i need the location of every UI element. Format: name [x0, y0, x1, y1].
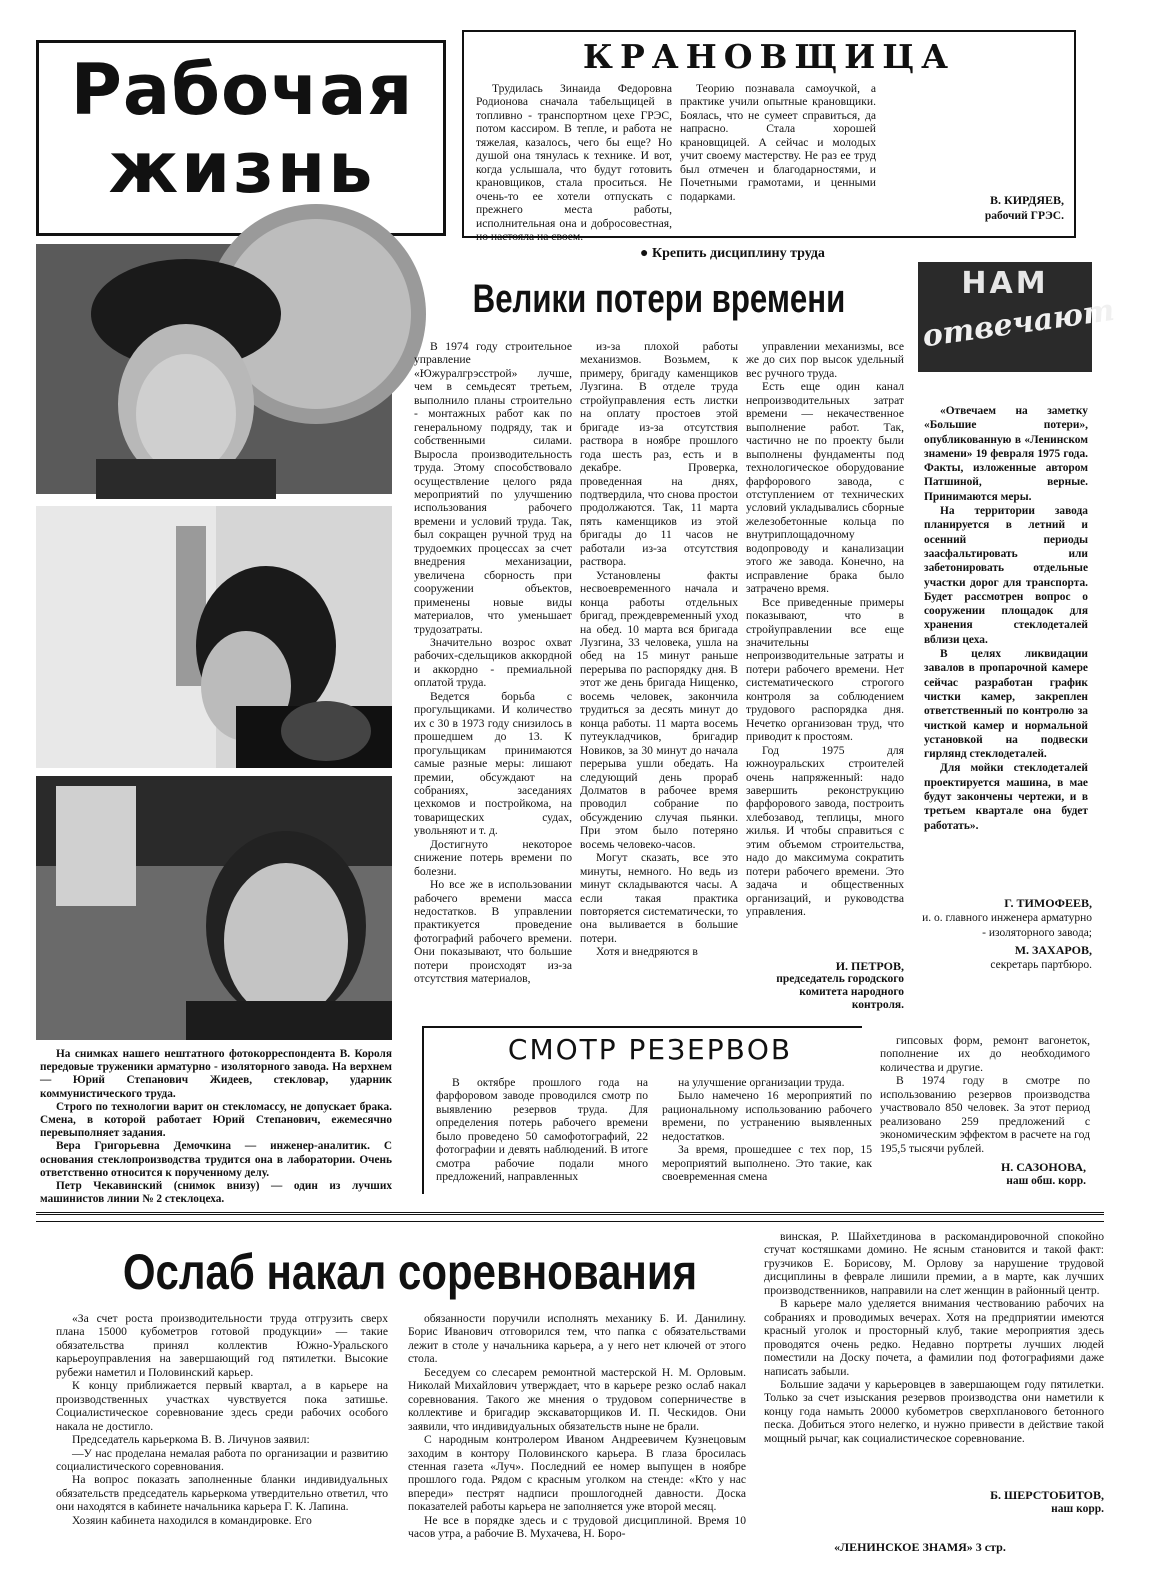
velik-paragraph: Могут сказать, все это минуты, немного. Но ведь из минут складываются часы. А если такая практика повторяется систематически, то она выливается в большие потери. [580, 851, 738, 945]
oslab-signature [764, 1488, 1104, 1516]
velik-paragraph: Установлены факты несвоевременного начала и конца работы отдельных бригад, преждевременный уход на обед. 10 марта вся бригада Лузгина, 33 человека, ушла на обед на 15 минут раньше перерыва по распорядку дня. В этот же день бригада Нищенко, восемь человек, закончила трудиться за десять минут до конца работы. 11 марта восемь путеукладчиков, бригадир Новиков, за 30 минут до начала перерыва ушли обедать. На следующий день прораб Долматов в рабочее время проводил собрание по обсуждению случая пьянки. При этом было потеряно восемь человеко-часов. [580, 568, 738, 851]
velik-paragraph: Значительно возрос охват рабочих-сдельщиков аккордной и аккордно - премиальной оплатой труда. [414, 635, 572, 690]
velik-paragraph: Достигнуто некоторое снижение потерь времени по болезни. [414, 837, 572, 878]
nam-paragraph: Для мойки стеклодеталей проектируется машина, в мае будут закончены чертежи, и в третьем квартале она будет работать». [924, 762, 1088, 832]
smotr-paragraph: гипсовых форм, ремонт вагонеток, пополнение их до необходимого количества и другие. [880, 1034, 1090, 1074]
nam-paragraph: На территории завода планируется в летний и осенний периоды заасфальтировать или забетонировать отдельные участки дорог для транспорта. Будет рассмотрен вопрос о сооружении площадок для хранения стеклодеталей вблизи цеха. [924, 505, 1088, 646]
velik-paragraph: Есть еще один канал непроизводительных затрат времени — некачественное выполнение работ. Так, частично не по проекту были выполнены фундаменты под технологическое оборудование фарфорового завода, с отступлением от технических условий укладывались сборные железобетонные кольца по внутриплощадочному водопроводу и канализации этого же завода. Конечно, на исправление брака было затрачено время. [746, 380, 904, 596]
smotr-title: СМОТР РЕЗЕРВОВ [507, 1033, 793, 1066]
nam-logo [918, 262, 1117, 372]
nam-body [924, 504, 1088, 833]
photo-middle-engineer [36, 506, 392, 768]
photo-top-worker [36, 244, 392, 494]
velik-col1 [414, 340, 572, 1016]
oslab-paragraph: обязанности поручили исполнять механику Б. И. Данилину. Борис Иванович отговорился тем, что папка с обязательствами лежит в столе у начальника карьера, а у него нет ключей от этого стола. [408, 1312, 746, 1366]
kranov-signature-name: В. КИРДЯЕВ, [989, 193, 1064, 207]
oslab-paragraph: Беседуем со слесарем ремонтной мастерской Н. М. Орловым. Николай Михайлович утверждает, что в карьере резко ослаб накал соревнования. Такого же мнения о трудовом соперничестве в коллективе и бригадир экскаваторщиков И. П. Ческидов. Они заявили, что индивидуальных обязательств ныне не брали. [408, 1365, 746, 1433]
velik-signature-title: председатель городского комитета народного контроля. [776, 973, 904, 1011]
oslab-paragraph: Хозяин кабинета находился в командировке. Его [72, 1513, 312, 1527]
kranov-col2 [680, 82, 876, 232]
smotr-signature-name: Н. САЗОНОВА, [1000, 1160, 1086, 1174]
kranov-col2-text: Теорию познавала самоучкой, а практике учили опытные крановщики. Боялась, что не сумеет справиться, да напрасно. Стала хорошей крановщицей. А сейчас и молодых учит своему мастерству. Не раз ее труд был отмечен и благодарностями, и Почетными грамотами, и ценными подарками. [680, 82, 876, 203]
oslab-col2 [408, 1312, 746, 1580]
oslab-paragraph: Не все в порядке здесь и с трудовой дисциплиной. Время 10 часов утра, а рабочие В. Мухачева, Н. Боро- [408, 1513, 746, 1541]
velik-col2 [580, 340, 738, 1016]
smotr-col1 [436, 1076, 648, 1194]
smotr-signature-title: наш обш. корр. [1006, 1175, 1086, 1187]
photo-bottom-machinist [36, 776, 392, 1040]
smotr-paragraph: В октябре прошлого года на фарфоровом заводе проводился смотр по выявлению резервов труда. Для определения потерь рабочего времени было проведено 50 самофотографий, 22 фотографии и девять наблюдений. В итоге смотра рабочие подали много предложений, направленных [436, 1076, 648, 1184]
kranov-col1-text: Трудилась Зинаида Федоровна Родионова сначала табельщицей в топливно - транспортном цехе ГРЭС, потом кассиром. В тепле, и работа не тяжелая, казалось, чего бы еще? Но душой она тянулась к технике. И вот, когда услышала, что будут готовить крановщиков, стала проситься. Не очень-то ее хотели отпускать с прежнего места работы, исполнительная она и добросовестная, но настояла на своем. [476, 82, 672, 243]
velik-signature-name: И. ПЕТРОВ, [835, 959, 904, 973]
photo-caption-p1: На снимках нашего нештатного фотокорреспондента В. Короля передовые труженики арматурно - изоляторного завода. На верхнем — Юрий Степанович Жидеев, стекловар, ударник коммунистического труда. [40, 1048, 392, 1100]
oslab-title: Ослаб накал соревнования [122, 1244, 698, 1300]
oslab-paragraph: К концу приближается первый квартал, а в карьере на производственных участках чувствуется пока затишье. Социалистическое соревнование здесь среди рабочих особого накала не достигло. [56, 1379, 388, 1433]
smotr-paragraph: За время, прошедшее с тех пор, 15 мероприятий выполнено. Это такие, как своевременная смена [662, 1143, 872, 1184]
photo-caption-p4: Петр Чекавинский (снимок внизу) — один из лучших машинистов линии № 2 стеклоцеха. [40, 1180, 392, 1206]
oslab-paragraph: С народным контролером Иваном Андреевичем Кузнецовым заходим в контору Половинского карьера. В глаза бросилась стенная газета «Луч». Последний ее номер выпущен в ноябре прошлого года. Рядом с красным уголком на стенде: «Кто у нас впереди» пестрят надписи прошлогодней давности. Доска показателей работы карьера не заполняется уже второй месяц. [408, 1433, 746, 1514]
nam-sig1-name: Г. ТИМОФЕЕВ, [1004, 896, 1092, 910]
nam-paragraph: В целях ликвидации завалов в пропарочной камере сейчас разработан график чистки камер, закреплен ответственный по контролю за чисткой камер и нормальной установкой на подвески гирлянд стеклодеталей. [924, 648, 1088, 761]
nam-text [924, 404, 1088, 866]
velik-paragraph: управлении механизмы, все же до сих пор высок удельный вес ручного труда. [746, 340, 904, 380]
bullet-icon: ● [640, 246, 649, 261]
smotr-signature [880, 1160, 1086, 1188]
oslab-paragraph: Председатель карьеркома В. В. Личунов заявил: [72, 1433, 310, 1447]
oslab-paragraph: На вопрос показать заполненные бланки индивидуальных обязательств председатель карьеркома утвердительно ответил, что они находятся в кабинете начальника карьера Г. К. Лапина. [56, 1473, 388, 1514]
smotr-paragraph: В 1974 году в смотре по использованию резервов производства участвовало 850 человек. За этот период реализовано 259 предложений с экономическим эффектом в расчете на год 195,5 тысячи рублей. [880, 1074, 1090, 1155]
masthead-title-line1: Рабочая [70, 49, 414, 131]
nam-sig2-title: секретарь партбюро. [990, 959, 1092, 971]
nam-logo-line1: НАМ [961, 266, 1049, 301]
velik-signature [746, 960, 904, 1012]
kranov-col3 [884, 82, 1064, 232]
smotr-paragraph: на улучшение организации труда. [678, 1076, 845, 1089]
velik-paragraph: Хотя и внедряются в [596, 945, 698, 959]
oslab-signature-name: Б. ШЕРСТОБИТОВ, [990, 1488, 1104, 1502]
oslab-paragraph: «За счет роста производительности труда отгрузить сверх плана 15000 кубометров готовой продукции» — такие обязательства принял коллектив Южно-Уральского карьероуправления на завершающий год пятилетки. Высокие рубежи наметил и Половинский карьер. [56, 1312, 388, 1379]
velik-paragraph: В 1974 году строительное управление «Южуралгрэсстрой» лучше, чем в семьдесят третьем, выполнило планы строительно - монтажных работ как по генеральному подряду, так и собственными силами. Выросла производительность труда. Этому способствовало осуществление целого ряда мероприятий по улучшению использования рабочего времени и условий труда. Так, был сокращен ручной труд на трудоемких процессах за счет внедрения механизации, увеличена сборность при сооружении объектов, применены новые виды материалов, что уменьшает трудозатраты. [414, 340, 572, 636]
velik-rubric-text: Крепить дисциплину труда [651, 246, 825, 261]
nam-intro: «Отвечаем на заметку «Большие потери», опубликованную в «Ленинском знамени» 19 февраля 1975 года. Факты, изложенные автором Патшиной, верные. Принимаются меры. [924, 405, 1088, 503]
photo-caption-p2: Строго по технологии варит он стекломассу, не допускает брака. Смена, в которой работает Юрий Степанович, ежемесячно перевыполняет задания. [40, 1100, 392, 1140]
oslab-paragraph: винская, Р. Шайхетдинова в раскомандировочной спокойно стучат костяшками домино. Не ясным становится и такой факт: грузчиков Е. Борисову, М. Орлову за нарушение трудовой дисциплины в феврале лишили премии, а в марте, как лучших производственников, направили на слет женщин в районный центр. [764, 1230, 1104, 1297]
oslab-paragraph: —У нас проделана немалая работа по организации и развитию социалистического соревнования. [56, 1446, 388, 1473]
section-divider [36, 1212, 1104, 1222]
velik-title: Велики потери времени [472, 277, 846, 321]
velik-paragraph: Ведется борьба с прогульщиками. И количество их с 30 в 1973 году снизилось в прошедшем до 13. К прогульщикам принимаются самые разные меры: лишают премии, обсуждают на собраниях, заседаниях цехкомов и постройкома, на товарищеских судах, увольняют и т. д. [414, 689, 572, 838]
smotr-col2 [662, 1076, 872, 1194]
velik-paragraph: из-за плохой работы механизмов. Возьмем, к примеру, бригаду каменщиков Лузгина. В отделе труда стройуправления есть листки на оплату простоев этой бригаде из-за отсутствия раствора в ноябре прошлого года шесть раз, есть и в декабре. Проверка, проведенная на днях, подтвердила, что снова простои продолжаются. Так, 11 марта пять каменщиков из этой бригады до 11 часов не работали из-за отсутствия раствора. [580, 340, 738, 569]
velik-col3 [746, 340, 904, 956]
masthead-title-line2: жизнь [108, 127, 376, 209]
oslab-paragraph: Большие задачи у карьеровцев в завершающем году пятилетки. Только за счет изыскания резервов производства они наметили к концу года намыть 20000 кубометров сверхпланового бетонного песка. Добиться этого нелегко, и нужно привести в действие такой мощный рычаг, как социалистическое соревнование. [764, 1377, 1104, 1445]
oslab-paragraph: В карьере мало уделяется внимания чествованию рабочих на собраниях и проводимых вечерах. Хотя на предприятии имеются красный уголок и просторный клуб, такие мероприятия здесь проводятся очень редко. Недавно портреты лучших людей поместили на Доску почета, а фамилии под фотографиями даже написать забыли. [764, 1297, 1104, 1378]
velik-rubric [640, 246, 900, 262]
kranov-col1 [476, 82, 672, 243]
nam-sig2-name: М. ЗАХАРОВ, [1014, 943, 1092, 957]
smotr-paragraph: Было намечено 16 мероприятий по рациональному использованию рабочего времени, по устранению выявленных недостатков. [662, 1089, 872, 1143]
velik-paragraph: Год 1975 для южноуральских строителей очень напряженный: надо завершить реконструкцию фарфорового завода, построить хлебозавод, теплицы, много жилья. И чтобы справиться с этим объемом строительства, надо до максимума сократить потери рабочего времени. Это задача и общественных организаций, и руководства управления. [746, 743, 904, 919]
smotr-col3 [880, 1034, 1090, 1158]
oslab-col1 [56, 1312, 388, 1580]
page-footer: «ЛЕНИНСКОЕ ЗНАМЯ» 3 стр. [834, 1540, 1006, 1554]
velik-paragraph: Все приведенные примеры показывают, что в стройуправлении все еще значительны непроизводительные затраты и потери рабочего времени. Нет систематического строгого контроля за соблюдением трудового распорядка дня. Нечетко организован труд, что приводит к простоям. [746, 595, 904, 744]
kranov-title: КРАНОВЩИЦА [582, 37, 956, 76]
nam-signatures [920, 896, 1092, 973]
oslab-signature-title: наш корр. [1051, 1503, 1104, 1515]
nam-logo-line2: отвечают [920, 292, 1117, 355]
photo-caption-p3: Вера Григорьевна Демочкина — инженер-аналитик. С основания стеклопроизводства трудится она в лаборатории. Очень ответственно относится к порученному делу. [40, 1140, 392, 1179]
nam-sig1-title: и. о. главного инженера арматурно - изоляторного завода; [922, 912, 1092, 939]
kranov-signature-title: рабочий ГРЭС. [984, 210, 1064, 222]
photo-caption [40, 1048, 392, 1206]
velik-paragraph: Но все же в использовании рабочего времени масса недостатков. В управлении практикуется проведение фотографий рабочего времени. Они показывают, что большие потери происходят из-за отсутствия материалов, [414, 878, 572, 986]
oslab-col3 [764, 1230, 1104, 1488]
